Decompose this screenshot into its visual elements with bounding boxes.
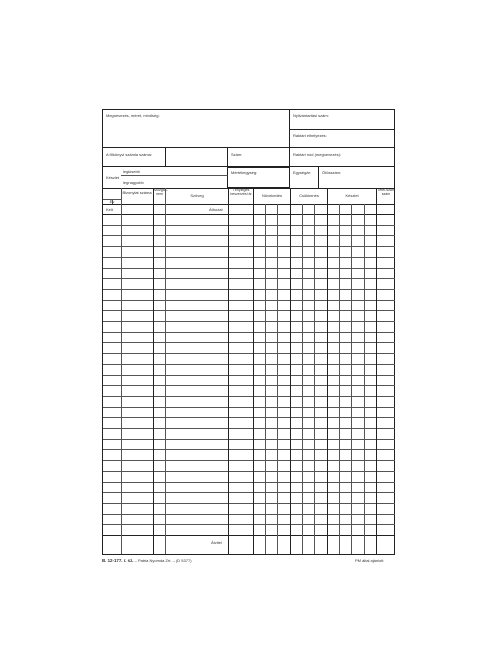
col-decrease-header: Csökkenés — [299, 193, 319, 198]
table-column-line — [165, 188, 166, 554]
row-keszlet-label: Kelt — [106, 206, 113, 212]
stock-card-form — [102, 109, 395, 555]
col-amount-header: Tényleges beszerzési ár — [230, 188, 252, 196]
stock-min-label: legkisebb — [123, 169, 140, 174]
col-date-header: Év — [109, 198, 115, 204]
col-increase-header: Növekedés — [261, 193, 282, 198]
registry-no-label: Nyilvántartási szám: — [293, 113, 329, 118]
unit-label: Mértékegység: — [231, 170, 258, 175]
col-voucher-header: Bizonylat száma — [122, 190, 152, 195]
form-code-footer — [102, 558, 192, 563]
table-column-line — [265, 204, 266, 554]
table-column-line — [290, 188, 291, 554]
unit-price-label: Egységár: — [293, 170, 312, 175]
table-column-line — [364, 204, 365, 554]
col-code-header: Tétel-szám szám — [377, 188, 395, 196]
name-label: Megnevezés, méret, minőség: — [106, 113, 160, 118]
publisher-text: – Patria Nyomda Zrt. – (D 5377) — [134, 558, 192, 563]
table-column-line — [314, 204, 315, 554]
ledger-value-field[interactable] — [166, 148, 228, 167]
col-month-header: Mozgás-nem — [154, 188, 168, 196]
total-label: Ötösszám: — [322, 170, 342, 175]
form-code: B. 12-177. r. sz. — [102, 558, 134, 563]
row-athozat-label: Áthozat — [209, 206, 223, 212]
table-column-line — [253, 188, 254, 554]
table-column-line — [277, 204, 278, 554]
table-column-line — [228, 188, 229, 554]
table-column-line — [153, 188, 154, 554]
col-stock-header: Készlet — [345, 193, 359, 198]
approval-footer: PM által ajánlott — [355, 558, 384, 563]
account-label: Szám: — [231, 152, 243, 157]
table-column-line — [121, 188, 122, 554]
table-column-line — [327, 188, 328, 554]
row-atvitel-label: Átvitel — [211, 540, 222, 545]
warehouse-label: Raktári elhelyezés: — [293, 133, 327, 138]
table-column-line — [351, 204, 352, 554]
supplier-label: Raktári nód (megnevezés): — [293, 152, 342, 157]
col-text-header: Szöveg — [190, 193, 204, 198]
stock-max-label: legnagyobb — [123, 180, 144, 185]
table-column-line — [302, 204, 303, 554]
ledger-label: A főkönyvi számla száma: — [106, 152, 153, 157]
date-sub-column-line — [112, 199, 113, 204]
table-column-line — [339, 204, 340, 554]
stock-label: Készlet — [106, 175, 120, 180]
table-column-line — [376, 188, 377, 554]
